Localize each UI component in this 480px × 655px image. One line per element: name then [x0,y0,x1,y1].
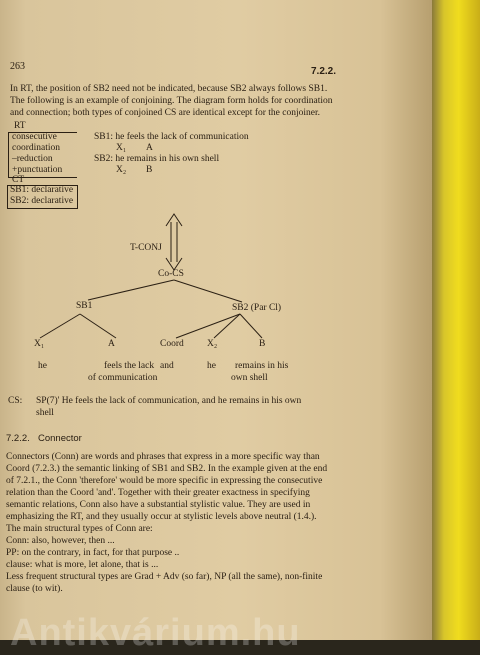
rt-sb1-code: A [146,143,153,153]
rt-sb1: SB1: he feels the lack of communication [94,132,249,142]
types-heading: The main structural types of Conn are: [6,524,153,534]
tree-word: remains in his [235,361,289,371]
rt-sb1-code: X₁ [116,143,127,153]
cs-line: shell [36,408,54,418]
rt-sb2-code: X₂ [116,165,127,175]
intro-line: and connection; both types of conjoined CS are identical except for the conjoiner. [10,108,320,118]
body-line: semantic relations, Conn also have a substantial stylistic value. They are used in [6,500,311,510]
tree-word: feels the lack [104,361,155,371]
tree-transform-label: T-CONJ [130,243,162,253]
tree-leaf: A [108,339,115,349]
cs-label: CS: [8,396,23,406]
tree-word: own shell [231,373,268,383]
rt-item: consecutive [12,132,57,142]
types-item: PP: on the contrary, in fact, for that purpose .. [6,548,180,558]
tree-word: he [207,361,216,371]
ct-item: SB1: declarative [10,185,74,195]
book-cover-edge [432,0,480,640]
body-line: of 7.2.1., the Conn 'therefore' would be more specific in expressing the consecutive [6,476,323,486]
rt-sb2-code: B [146,165,153,175]
tree-leaf: X₂ [207,339,218,349]
ct-item: SB2: declarative [10,196,74,206]
page-number: 263 [10,61,25,72]
types-item: Less frequent structural types are Grad + Adv (so far), NP (all the same), non-finite [6,572,323,582]
rt-item: +punctuation [12,165,63,175]
intro-line: In RT, the position of SB2 need not be indicated, because SB2 always follows SB1. [10,84,328,94]
watermark: Antikvárium.hu [10,612,301,654]
body-line: Coord (7.2.3.) the semantic linking of SB1 and SB2. In the example given at the end [6,464,328,474]
body-line: relation than the Coord 'and'. Together with their greater exactness in specifying [6,488,310,498]
body-line: emphasizing the RT, and they usually occur at stylistic levels above neutral (1.4.). [6,512,317,522]
rt-sb2: SB2: he remains in his own shell [94,154,220,164]
types-item: clause (to wit). [6,584,63,594]
types-item: Conn: also, however, then ... [6,536,115,546]
rt-item: coordination [12,143,61,153]
tree-root: Co-CS [158,269,184,279]
intro-line: The following is an example of conjoining. The diagram form holds for coordination [10,96,333,106]
ct-label: CT [12,175,25,185]
tree-leaf: Coord [160,339,184,349]
rt-label: RT [14,121,26,131]
tree-word: of communication [88,373,158,383]
types-item: clause: what is more, let alone, that is ... [6,560,159,570]
section-header: 7.2.2. [311,66,337,77]
body-line: Connectors (Conn) are words and phrases that express in a more specific way than [6,452,320,462]
section-number: 7.2.2. [6,433,30,444]
tree-leaf: X₁ [34,339,45,349]
tree-word: and [160,361,174,371]
tree-node-sb1: SB1 [76,301,93,311]
section-title: Connector [38,433,82,444]
tree-leaf: B [259,339,266,349]
cs-line: SP(7)' He feels the lack of communication, and he remains in his own [36,396,302,406]
tree-word: he [38,361,47,371]
rt-item: –reduction [12,154,53,164]
tree-node-sb2: SB2 (Par Cl) [232,303,282,313]
